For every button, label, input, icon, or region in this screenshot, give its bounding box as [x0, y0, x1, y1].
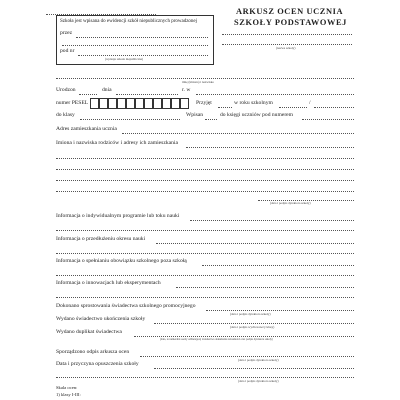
student-name-caption: imię (imiona) i nazwisko: [182, 80, 214, 84]
parents-line-2: [56, 158, 354, 159]
certificate-issued-line: [154, 323, 354, 324]
individual-program-line-1: [190, 220, 354, 221]
admitted-label: Przyjęt: [196, 100, 212, 106]
copy-line: [140, 356, 354, 357]
outside-school-label: Informacja o spełnianiu obowiązku szkolnego poza szkołą: [56, 258, 187, 264]
year-place-label: r. w: [182, 87, 191, 93]
school-year-label: w roku szkolnym: [234, 100, 273, 106]
parents-label: Imiona i nazwiska rodziców i adresy ich zamieszkania: [56, 140, 178, 146]
address-label: Adres zamieszkania ucznia: [56, 126, 117, 132]
registry-line1: Szkoła jest wpisana do ewidencji szkół niepublicznych prowadzonej: [60, 19, 198, 24]
registry-by-line: [76, 37, 208, 38]
day-label: dnia: [102, 87, 112, 93]
pesel-digit[interactable]: [117, 98, 126, 109]
parents-line-5: [56, 191, 354, 192]
registry-number-label: pod nr: [60, 48, 75, 54]
innovation-line-1: [176, 287, 354, 288]
registered-label: Wpisan: [186, 112, 204, 118]
born-suffix-line: [79, 94, 97, 95]
extended-period-line-2: [56, 253, 354, 254]
outside-school-line-1: [202, 265, 354, 266]
scale-title: Skala ocen:: [56, 385, 78, 390]
rectification-label: Dokonano sprostowania świadectwa szkolnego promocyjnego: [56, 303, 196, 309]
pesel-digit[interactable]: [162, 98, 171, 109]
extended-period-label: Informacja o przedłużeniu okresu nauki: [56, 236, 146, 242]
copy-label: Sporządzono odpis arkusza ocen: [56, 349, 130, 355]
pesel-digit[interactable]: [108, 98, 117, 109]
pesel-digit[interactable]: [135, 98, 144, 109]
ledger-number-line: [302, 119, 354, 120]
parents-line-3: [56, 169, 354, 170]
pesel-digit[interactable]: [153, 98, 162, 109]
registry-number-line: [78, 55, 208, 56]
rectification-line: [206, 310, 354, 311]
form-title-line2: SZKOŁY PODSTAWOWEJ: [234, 18, 347, 27]
ledger-label: do księgi uczniów pod numerem: [220, 112, 294, 118]
form-title-line1: ARKUSZ OCEN UCZNIA: [236, 7, 344, 16]
duplicate-caption: (data, to numeralni osoby odbierającej świadectwo dokumentu tożsamości oraz podpis dyrektora szkoły): [160, 338, 273, 341]
birth-place-line: [196, 94, 354, 95]
pesel-digit[interactable]: [90, 98, 99, 109]
certificate-issued-label: Wydano świadectwo ukończenia szkoły: [56, 316, 146, 322]
leaving-caption: (data i podpis dyrektora szkoły): [238, 379, 279, 383]
registry-extra-line: [62, 45, 208, 46]
school-year-slash: /: [309, 100, 311, 106]
pesel-digit[interactable]: [180, 98, 189, 109]
rectification-caption: (data i podpis dyrektora szkoły): [230, 312, 271, 316]
leaving-line-2: [56, 377, 354, 378]
school-name-line1: [222, 34, 352, 35]
pesel-label: numer PESEL: [56, 100, 89, 106]
pesel-digit[interactable]: [171, 98, 180, 109]
parents-line-1: [186, 147, 354, 148]
school-name-line2: [222, 44, 352, 45]
student-name-line: [56, 78, 354, 79]
admitted-suffix-line: [218, 107, 232, 108]
pesel-digit[interactable]: [99, 98, 108, 109]
innovation-label: Informacja o innowacjach lub eksperymentach: [56, 280, 161, 286]
parents-line-4: [56, 180, 354, 181]
leaving-label: Data i przyczyna opuszczenia szkoły: [56, 361, 139, 367]
registry-by-label: przez: [60, 30, 73, 36]
grade-label: do klasy: [56, 112, 75, 118]
outside-school-line-2: [56, 275, 354, 276]
born-label: Urodzon: [56, 87, 76, 93]
registry-caption: (wpisuje szkoła niepubliczna): [105, 57, 144, 61]
extended-period-line-1: [156, 243, 354, 244]
individual-program-label: Informacja o indywidualnym programie lub toku nauki: [56, 213, 180, 219]
copy-caption: (data i podpis dyrektora szkoły): [238, 358, 279, 362]
certificate-issued-caption: (data i podpis wychowawcy klasy): [230, 325, 275, 329]
school-year-start-line: [279, 107, 307, 108]
scale-classes: 1) klasy I-III:: [56, 392, 81, 397]
school-name-caption: (nazwa szkoły): [276, 46, 296, 50]
duplicate-line: [134, 336, 354, 337]
school-year-end-line: [314, 107, 354, 108]
parents-signature-caption: (data i podpis dyrektora szkoły): [270, 201, 311, 205]
pesel-digit[interactable]: [144, 98, 153, 109]
grade-line: [80, 119, 180, 120]
pesel-digit[interactable]: [126, 98, 135, 109]
registered-suffix-line: [205, 119, 217, 120]
leaving-line-1: [154, 368, 354, 369]
individual-program-line-2: [56, 230, 354, 231]
birth-date-line: [116, 94, 178, 95]
duplicate-label: Wydano duplikat świadectwa: [56, 329, 122, 335]
address-line: [122, 133, 354, 134]
innovation-line-2: [56, 297, 354, 298]
